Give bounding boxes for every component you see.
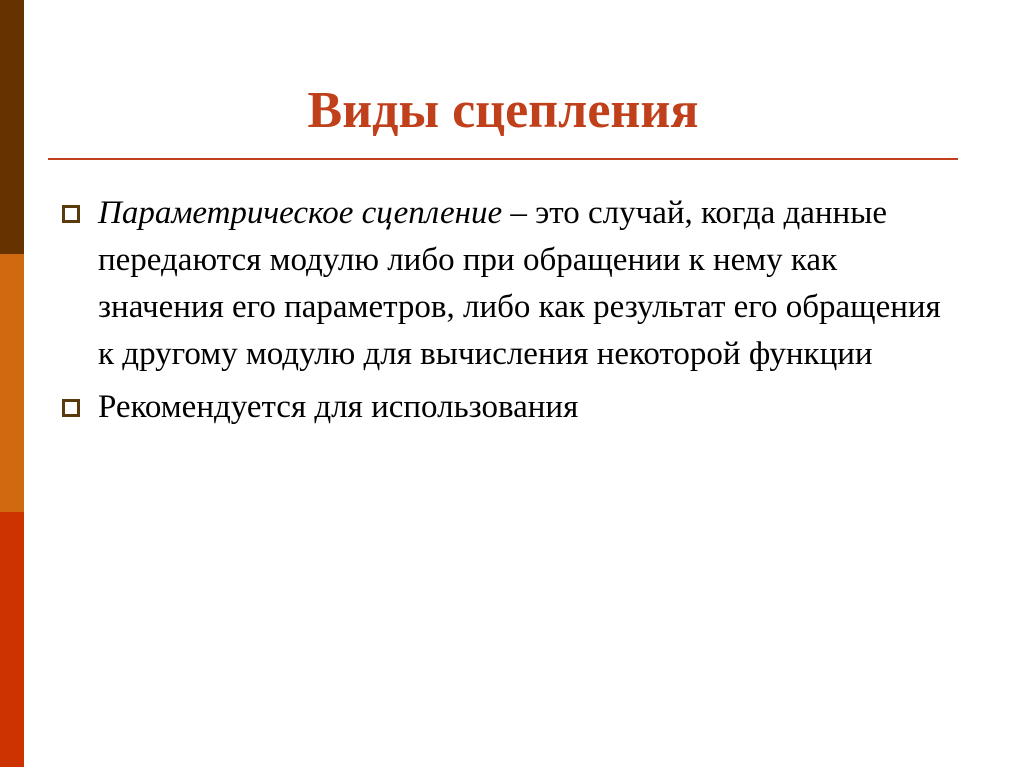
bullet-text: Рекомендуется для использования — [98, 389, 579, 425]
bullet-term: Параметрическое сцепление — [98, 195, 503, 231]
square-bullet-icon — [62, 205, 80, 223]
bullet-text: – это случай, когда данные передаются модулю либо при обращении к нему как значения его параметров, либо как результат его обращения к другому модулю для вычисления некоторой функции — [98, 195, 941, 372]
square-bullet-icon — [62, 399, 80, 417]
slide-title: Виды сцепления — [307, 82, 699, 139]
title-underline — [48, 158, 958, 160]
side-bar-segment-red — [0, 512, 24, 767]
side-accent-bar — [0, 0, 24, 767]
bullet-item-2 — [62, 384, 962, 431]
bullet-list — [62, 190, 962, 437]
side-bar-segment-dark — [0, 0, 24, 254]
bullet-item-1 — [62, 190, 962, 378]
side-bar-segment-orange — [0, 254, 24, 512]
